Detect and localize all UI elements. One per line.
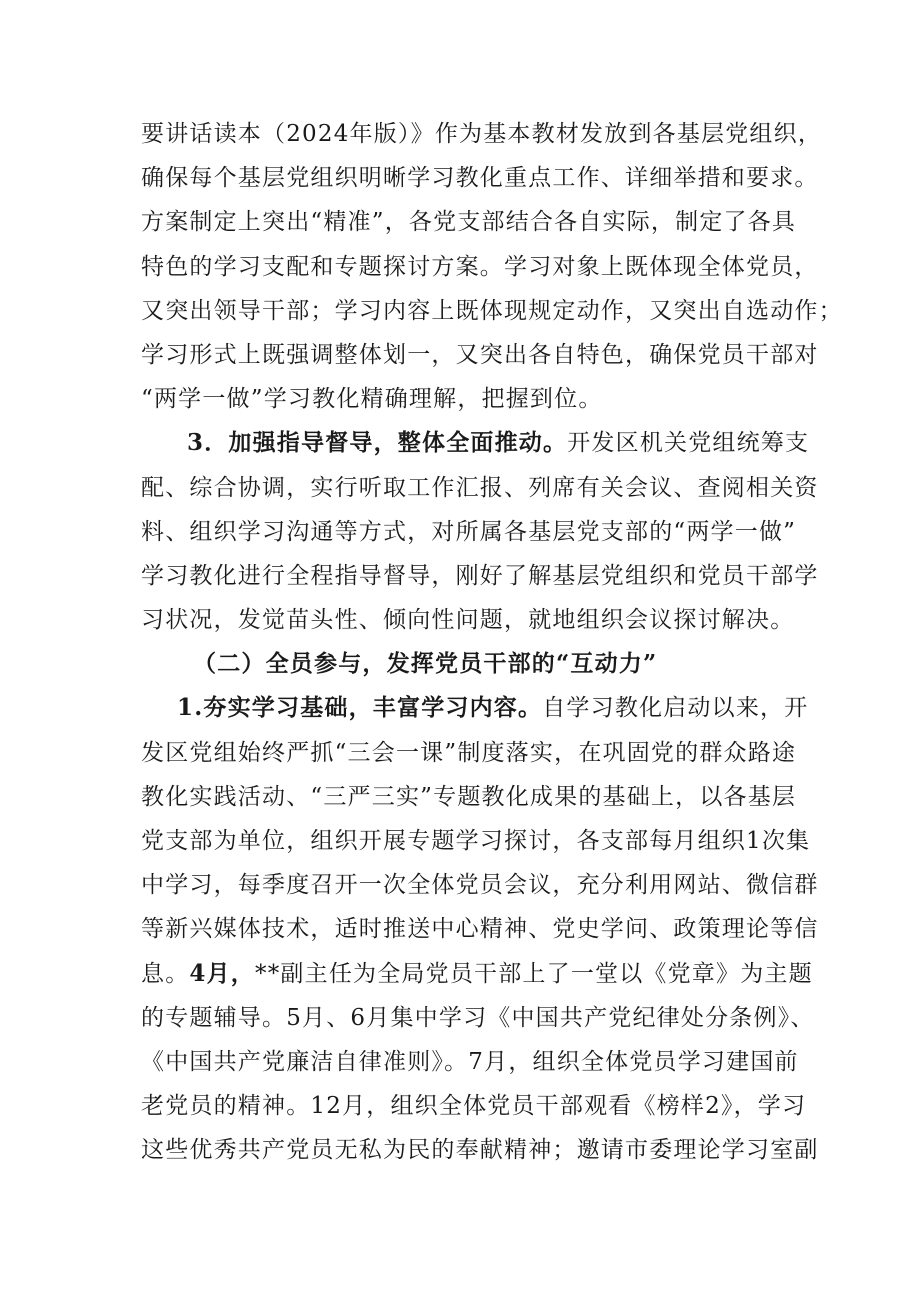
item-3-first-line [141, 421, 810, 465]
paragraph-line: 《中国共产党廉洁自律准则》。7月，组织全体党员学习建国前 [141, 1048, 799, 1075]
paragraph-line: 确保每个基层党组织明晰学习教化重点工作、详细举措和要求。 [141, 165, 819, 192]
paragraph-line: 老党员的精神。12月，组织全体党员干部观看《榜样2》，学习 [141, 1093, 807, 1120]
paragraph-line: 教化实践活动、“三严三实”专题教化成果的基础上，以各基层 [141, 783, 797, 810]
paragraph-line: 学习教化进行全程指导督导，刚好了解基层党组织和党员干部学 [141, 562, 819, 589]
item-3-text: 开发区机关党组统筹支 [567, 430, 810, 457]
paragraph-line: 发区党组始终严抓“三会一课”制度落实，在巩固党的群众路途 [141, 739, 797, 766]
paragraph-line: 特色的学习支配和专题探讨方案。学习对象上既体现全体党员， [141, 253, 819, 280]
bold-date: 4月， [189, 959, 256, 987]
paragraph-line: 方案制定上突出“精准”，各党支部结合各自实际，制定了各具 [141, 209, 797, 236]
paragraph-line: 料、组织学习沟通等方式，对所属各基层党支部的“两学一做” [141, 518, 797, 545]
paragraph-line: “两学一做”学习教化精确理解，把握到位。 [141, 386, 603, 413]
paragraph-line: 的专题辅导。5月、6月集中学习《中国共产党纪律处分条例》、 [141, 1004, 815, 1031]
section-heading: （二）全员参与，发挥党员干部的“互动力” [193, 650, 658, 678]
paragraph-line: 又突出领导干部；学习内容上既体现规定动作，又突出自选动作； [141, 297, 843, 324]
item-3-label: 3．加强指导督导，整体全面推动。 [187, 429, 568, 457]
text-segment: 息。 [141, 960, 190, 987]
text-segment: **副主任为全局党员干部上了一堂以《党章》为主题 [255, 960, 813, 987]
item-1-text: 自学习教化启动以来，开 [542, 695, 809, 722]
document-body [141, 112, 843, 1173]
item-1-label: 1.夯实学习基础，丰富学习内容。 [177, 694, 543, 722]
paragraph-line: 配、综合协调，实行听取工作汇报、列席有关会议、查阅相关资 [141, 474, 819, 501]
paragraph-line: 等新兴媒体技术，适时推送中心精神、党史学问、政策理论等信 [141, 916, 819, 943]
paragraph-line: 学习形式上既强调整体划一，又突出各自特色，确保党员干部对 [141, 341, 819, 368]
paragraph-line: 要讲话读本（2024年版）》作为基本教材发放到各基层党组织， [141, 121, 823, 147]
paragraph-line: 习状况，发觉苗头性、倾向性问题，就地组织会议探讨解决。 [141, 607, 795, 634]
item-1-first-line [141, 686, 809, 730]
paragraph-line: 这些优秀共产党员无私为民的奉献精神；邀请市委理论学习室副 [141, 1137, 819, 1164]
paragraph-line: 中学习，每季度召开一次全体党员会议，充分利用网站、微信群 [141, 872, 819, 899]
paragraph-line: 党支部为单位，组织开展专题学习探讨，各支部每月组织1次集 [141, 828, 811, 854]
paragraph-line-mixed [141, 952, 813, 996]
